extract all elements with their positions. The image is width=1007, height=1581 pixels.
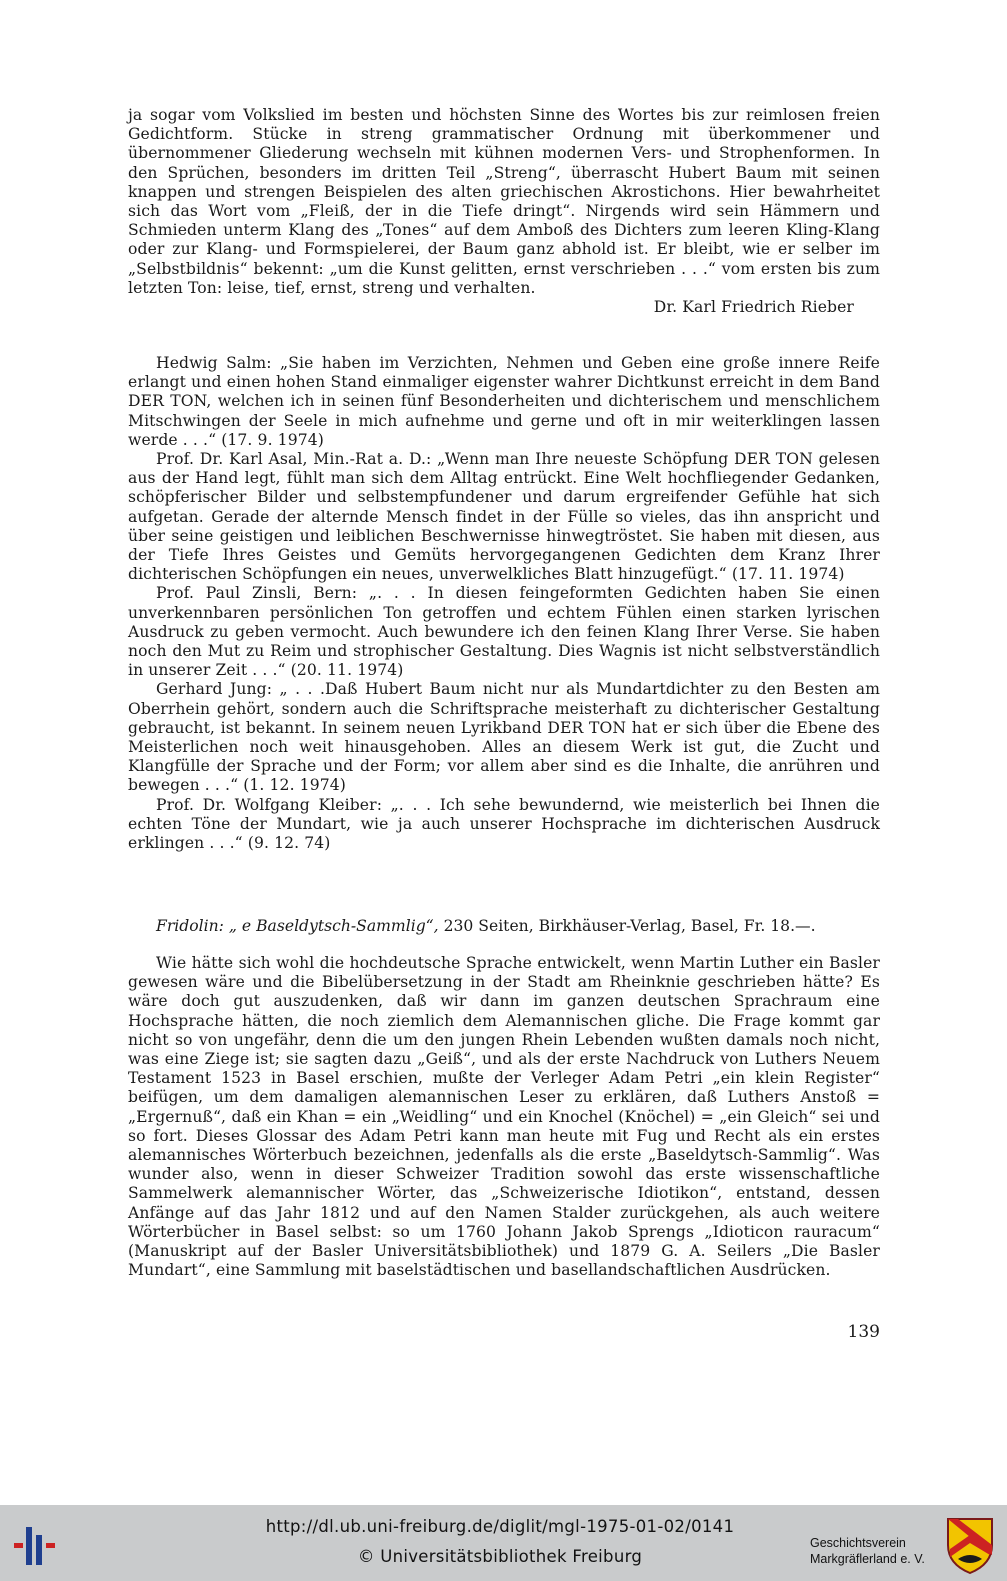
publisher-line-2: Markgräflerland e. V. (810, 1552, 925, 1566)
quote-paragraph: Prof. Paul Zinsli, Bern: „. . . In diesen feingeformten Gedichten haben Sie einen unverkennbaren persönlichen Ton getroffen und echtem Fühlen einen starken lyrischen Ausdruck zu geben vermocht. Auch bewundere ich den feinen Klang Ihrer Verse. Sie haben noch den Mut zu Reim und strophischer Gestaltung. Dies Wagnis ist nicht selbstverständlich in unserer Zeit . . .“ (20. 11. 1974) (128, 584, 880, 680)
review-continuation (128, 106, 880, 317)
copyright-notice: © Universitätsbibliothek Freiburg (357, 1547, 643, 1566)
publisher-name (810, 1535, 940, 1567)
book-author-title: Fridolin: „ e Baseldytsch-Sammlig“, (156, 917, 439, 935)
reader-quotes (128, 354, 880, 853)
quote-paragraph: Gerhard Jung: „ . . .Daß Hubert Baum nicht nur als Mundartdichter zu den Besten am Oberrhein gehört, sondern auch die Schriftsprache meisterhaft zu dichterischer Gestaltung gebraucht, ist bekannt. In seinem neuen Lyrikband DER TON hat er sich über die Ebene des Meisterlichen noch weit hinausgehoben. Alles an diesem Werk ist gut, die Zucht und Klangfülle der Sprache und der Form; vor allem aber sind es die Inhalte, die anrühren und bewegen . . .“ (1. 12. 1974) (128, 680, 880, 795)
book-heading (156, 917, 876, 936)
book-details: 230 Seiten, Birkhäuser-Verlag, Basel, Fr. 18.—. (438, 917, 816, 935)
review-paragraph: ja sogar vom Volkslied im besten und höchsten Sinne des Wortes bis zur reimlosen freien Gedichtform. Stücke in streng grammatischer Ordnung mit überkommener und übernommener Gliederung wechseln mit kühnen modernen Vers- und Strophenformen. In den Sprüchen, besonders im dritten Teil „Streng“, überrascht Hubert Baum mit seinen knappen und strengen Beispielen des alten griechischen Akrostichons. Hier bewahrheitet sich das Wort vom „Fleiß, der in die Tiefe dringt“. Nirgends wird sein Hämmern und Schmieden unterm Klang des „Tones“ auf dem Amboß des Dichters zum leeren Kling-Klang oder zur Klang- und Formspielerei, der Baum ganz abhold ist. Er bleibt, wie er selber im „Selbstbildnis“ bekennt: „um die Kunst gelitten, ernst verschrieben . . .“ vom ersten bis zum letzten Ton: leise, tief, ernst, streng und verhalten. (128, 106, 880, 297)
review-paragraph: Wie hätte sich wohl die hochdeutsche Sprache entwickelt, wenn Martin Luther ein Basler gewesen wäre und die Bibelübersetzung in der Stadt am Rheinknie geschrieben hätte? Es wäre doch gut auszudenken, daß wir dann im ganzen deutschen Sprachraum eine Hochsprache hätten, die noch ziemlich dem Alemannischen gliche. Die Frage kommt gar nicht so von ungefähr, denn die um den jungen Rhein Lebenden wußten damals noch nicht, was eine Ziege ist; sie sagten dazu „Geiß“, und als der erste Nachdruck von Luthers Neuem Testament 1523 in Basel erschien, mußte der Verleger Adam Petri „ein klein Register“ beifügen, um dem damaligen alemannischen Leser zu erklären, daß Luthers Anstoß = „Ergernuß“, daß ein Khan = ein „Weidling“ und ein Knochel (Knöchel) = „ein Gleich“ sei und so fort. Dieses Glossar des Adam Petri kann man heute mit Fug und Recht als ein erstes alemannisches Wörterbuch bezeichnen, jedenfalls als die erste „Baseldytsch-Sammlig“. Was wunder also, wenn in dieser Schweizer Tradition sowohl das erste wissenschaftliche Sammelwerk alemannischer Wörter, das „Schweizerische Idiotikon“, entstand, dessen Anfänge auf das Jahr 1812 und auf den Namen Stalder zurückgehen, als auch weitere Wörterbücher in Basel selbst: so um 1760 Johann Jakob Sprengs „Idioticon rauracum“ (Manuskript auf der Basler Universitätsbibliothek) und 1879 G. A. Seilers „Die Basler Mundart“, eine Sammlung mit baselstädtischen und basellandschaftlichen Ausdrücken. (128, 954, 880, 1280)
book-review (128, 954, 880, 1280)
footer-bar (0, 1505, 1007, 1581)
quote-paragraph: Hedwig Salm: „Sie haben im Verzichten, Nehmen und Geben eine große innere Reife erlangt und einen hohen Stand einmaliger eigenster wahrer Dichtkunst erreicht in dem Band DER TON, welchen ich in seinen fünf Besonderheiten und dichterischem und menschlichem Mitschwingen der Seele in mich aufnehme und gerne und oft in mir weiterklingen lassen werde . . .“ (17. 9. 1974) (128, 354, 880, 449)
page-number: 139 (847, 1322, 880, 1342)
publisher-line-1: Geschichtsverein (810, 1536, 906, 1550)
quote-paragraph: Prof. Dr. Wolfgang Kleiber: „. . . Ich sehe bewundernd, wie meisterlich bei Ihnen die echten Töne der Mundart, wie ja auch unserer Hochsprache im dichterischen Ausdruck erklingen . . .“ (9. 12. 74) (128, 795, 880, 853)
library-logo-icon (10, 1521, 66, 1571)
review-signature: Dr. Karl Friedrich Rieber (653, 298, 854, 317)
quote-paragraph: Prof. Dr. Karl Asal, Min.-Rat a. D.: „Wenn man Ihre neueste Schöpfung DER TON gelesen aus der Hand legt, fühlt man sich dem Alltag entrückt. Eine Welt hochfliegender Gedanken, schöpferischer Bilder und selbstempfundener und darum ergreifender Gefühle hat sich aufgetan. Gerade der alternde Mensch findet in der Fülle so vieles, das ihn anspricht und über seine geistigen und leiblichen Beschwernisse hinwegtröstet. Sie haben mit diesen, aus der Tiefe Ihres Geistes und Gemüts hervorgegangenen Gedichten dem Kranz Ihrer dichterischen Schöpfungen ein neues, unverwelkliches Blatt hinzugefügt.“ (17. 11. 1974) (128, 450, 880, 584)
coat-of-arms-icon (944, 1515, 996, 1575)
source-url-link[interactable]: http://dl.ub.uni-freiburg.de/diglit/mgl-1975-01-02/0141 (265, 1517, 735, 1536)
